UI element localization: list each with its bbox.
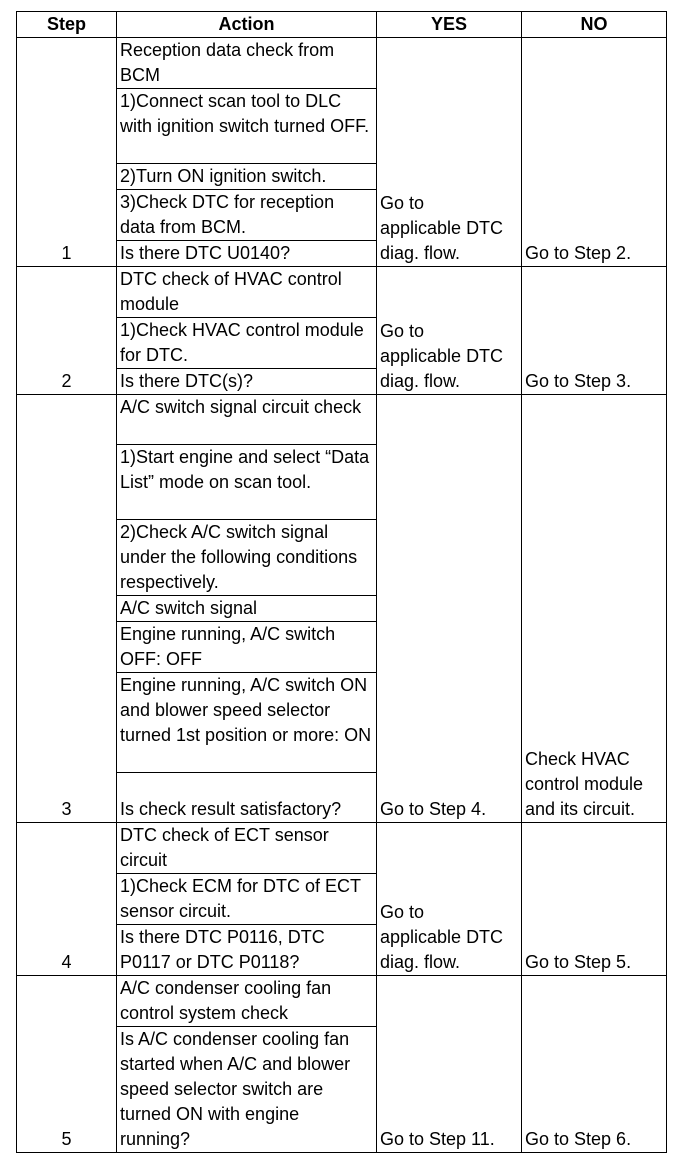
action-cell: 3)Check DTC for reception data from BCM. [117, 190, 377, 241]
yes-line: diag. flow. [380, 371, 461, 391]
action-cell: A/C switch signal circuit check [117, 395, 377, 445]
step-number: 1 [17, 38, 117, 267]
header-no: NO [522, 12, 667, 38]
no-cell [522, 823, 667, 976]
step-number: 5 [17, 976, 117, 1153]
yes-line: diag. flow. [380, 243, 461, 263]
action-cell: 2)Turn ON ignition switch. [117, 164, 377, 190]
yes-line: applicable DTC [380, 927, 504, 947]
header-action: Action [117, 12, 377, 38]
action-cell: 2)Check A/C switch signal under the following conditions respectively. [117, 520, 377, 596]
yes-cell [377, 823, 522, 976]
no-line: control module [525, 774, 644, 794]
action-cell: DTC check of HVAC control module [117, 267, 377, 318]
yes-line: applicable DTC [380, 218, 504, 238]
action-question: Is A/C condenser cooling fan started when A/C and blower speed selector switch are turned ON with engine running? [117, 1027, 377, 1153]
yes-line: Go to Step 4. [380, 799, 487, 819]
no-cell [522, 38, 667, 267]
action-question: Is there DTC P0116, DTC P0117 or DTC P0118? [117, 925, 377, 976]
no-line: Go to Step 5. [525, 952, 632, 972]
step-3-row [17, 395, 667, 445]
step-4-row [17, 823, 667, 874]
action-cell: 1)Start engine and select “Data List” mode on scan tool. [117, 445, 377, 520]
action-cell: A/C switch signal [117, 596, 377, 622]
yes-line: Go to Step 11. [380, 1129, 495, 1149]
yes-line: diag. flow. [380, 952, 461, 972]
step-5-row [17, 976, 667, 1027]
yes-line: Go to [380, 321, 425, 341]
step-number: 4 [17, 823, 117, 976]
yes-line: applicable DTC [380, 346, 504, 366]
no-line: Go to Step 6. [525, 1129, 632, 1149]
action-cell: 1)Check HVAC control module for DTC. [117, 318, 377, 369]
action-cell: Reception data check from BCM [117, 38, 377, 89]
step-2-row [17, 267, 667, 318]
action-question: Is there DTC U0140? [117, 241, 377, 267]
action-question: Is check result satisfactory? [117, 773, 377, 823]
yes-line: Go to [380, 902, 425, 922]
no-line: Check HVAC [525, 749, 630, 769]
header-step: Step [17, 12, 117, 38]
yes-cell [377, 395, 522, 823]
yes-cell [377, 267, 522, 395]
no-line: and its circuit. [525, 799, 636, 819]
yes-cell [377, 976, 522, 1153]
header-yes: YES [377, 12, 522, 38]
yes-cell [377, 38, 522, 267]
diagnosis-table [16, 11, 667, 1153]
no-cell [522, 976, 667, 1153]
action-cell: Engine running, A/C switch ON and blower speed selector turned 1st position or more: ON [117, 673, 377, 773]
step-1-row [17, 38, 667, 89]
action-cell: Engine running, A/C switch OFF: OFF [117, 622, 377, 673]
no-line: Go to Step 3. [525, 371, 632, 391]
no-line: Go to Step 2. [525, 243, 632, 263]
action-cell: 1)Check ECM for DTC of ECT sensor circuit. [117, 874, 377, 925]
action-cell: A/C condenser cooling fan control system check [117, 976, 377, 1027]
step-number: 3 [17, 395, 117, 823]
action-question: Is there DTC(s)? [117, 369, 377, 395]
no-cell [522, 395, 667, 823]
header-row [17, 12, 667, 38]
yes-line: Go to [380, 193, 425, 213]
no-cell [522, 267, 667, 395]
action-cell: DTC check of ECT sensor circuit [117, 823, 377, 874]
step-number: 2 [17, 267, 117, 395]
action-cell: 1)Connect scan tool to DLC with ignition switch turned OFF. [117, 89, 377, 164]
